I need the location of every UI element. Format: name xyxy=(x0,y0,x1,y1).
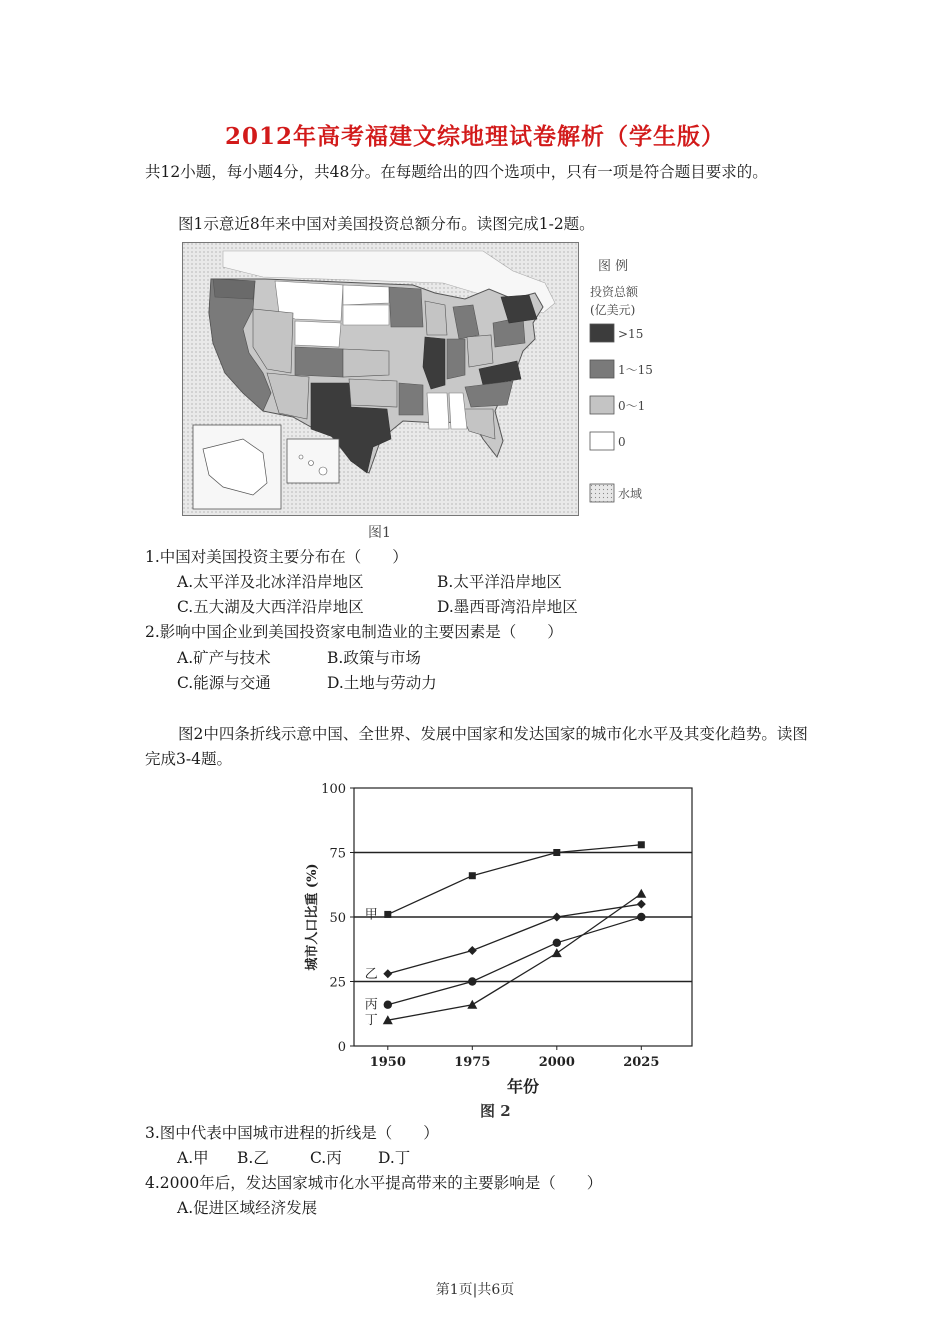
series-0-point-1950 xyxy=(384,911,391,918)
question-3-option-b[interactable]: B.乙 xyxy=(237,1149,269,1167)
legend-label-0: >15 xyxy=(618,327,644,341)
map-legend xyxy=(582,248,672,518)
question-1-option-c[interactable]: C.五大湖及大西洋沿岸地区 xyxy=(177,598,364,616)
page-footer: 第1页|共6页 xyxy=(435,1282,515,1298)
question-4-option-a[interactable]: A.促进区域经济发展 xyxy=(177,1199,318,1217)
x-tick-label-1975: 1975 xyxy=(454,1055,491,1070)
page-title: 2012年高考福建文综地理试卷解析（学生版） xyxy=(224,123,725,150)
y-tick-label-50: 50 xyxy=(329,911,346,926)
y-tick-label-75: 75 xyxy=(329,846,346,862)
series-0-point-2000 xyxy=(553,849,560,856)
series-label-2: 丙 xyxy=(364,997,378,1013)
question-2-option-b[interactable]: B.政策与市场 xyxy=(327,649,421,667)
question-2-option-a[interactable]: A.矿产与技术 xyxy=(177,649,271,667)
figure1-lead: 图1示意近8年来中国对美国投资总额分布。读图完成1-2题。 xyxy=(178,215,595,233)
x-axis-label: 年份 xyxy=(506,1077,540,1096)
legend-label-1: 1～15 xyxy=(618,363,653,377)
legend-subtitle2: (亿美元) xyxy=(590,303,636,317)
question-4-stem: 4.2000年后，发达国家城市化水平提高带来的主要影响是（ ） xyxy=(145,1174,603,1192)
figure2-lead: 图2中四条折线示意中国、全世界、发展中国家和发达国家的城市化水平及其变化趋势。读图完成3-4题。 xyxy=(145,725,808,768)
question-3-option-d[interactable]: D.丁 xyxy=(378,1149,411,1167)
x-tick-label-1950: 1950 xyxy=(369,1055,406,1070)
question-1-option-a[interactable]: A.太平洋及北冰洋沿岸地区 xyxy=(177,573,364,591)
series-label-1: 乙 xyxy=(364,966,378,982)
series-0-point-2025 xyxy=(638,841,645,848)
y-tick-label-25: 25 xyxy=(329,975,346,991)
instructions: 共12小题，每小题4分，共48分。在每题给出的四个选项中，只有一项是符合题目要求的。 xyxy=(145,163,768,181)
y-tick-label-100: 100 xyxy=(321,782,346,797)
x-tick-label-2025: 2025 xyxy=(623,1055,660,1070)
x-tick-label-2000: 2000 xyxy=(538,1055,575,1070)
series-2-point-1950 xyxy=(384,1001,392,1009)
legend-swatch-4 xyxy=(590,484,614,502)
us-investment-map-figure xyxy=(182,242,579,516)
figure1-caption: 图1 xyxy=(368,525,391,541)
legend-label-2: 0～1 xyxy=(618,399,646,413)
legend-subtitle1: 投资总额 xyxy=(590,285,639,299)
question-3-option-c[interactable]: C.丙 xyxy=(310,1149,342,1167)
legend-swatch-2 xyxy=(590,396,614,414)
figure2-caption: 图 2 xyxy=(480,1102,511,1120)
series-label-3: 丁 xyxy=(364,1013,378,1029)
series-2-point-2000 xyxy=(553,939,561,947)
legend-title: 图 例 xyxy=(598,259,629,274)
series-2-point-2025 xyxy=(637,913,645,921)
question-1-option-b[interactable]: B.太平洋沿岸地区 xyxy=(437,573,562,591)
question-2-option-d[interactable]: D.土地与劳动力 xyxy=(327,674,437,692)
us-investment-map xyxy=(183,243,578,515)
y-tick-label-0: 0 xyxy=(337,1040,346,1055)
series-0-point-1975 xyxy=(469,872,476,879)
urbanization-line-chart xyxy=(296,776,706,1098)
legend-swatch-1 xyxy=(590,360,614,378)
series-2-point-1975 xyxy=(468,977,476,985)
legend-label-4: 水域 xyxy=(618,487,643,501)
legend-swatch-0 xyxy=(590,324,614,342)
legend-swatch-3 xyxy=(590,432,614,450)
y-axis-label: 城市人口比重 (%) xyxy=(305,863,320,971)
legend-label-3: 0 xyxy=(618,435,626,449)
series-label-0: 甲 xyxy=(364,907,378,923)
question-2-stem: 2.影响中国企业到美国投资家电制造业的主要因素是（ ） xyxy=(145,623,563,641)
question-2-option-c[interactable]: C.能源与交通 xyxy=(177,674,271,692)
question-3-option-a[interactable]: A.甲 xyxy=(177,1149,209,1167)
question-1-stem: 1.中国对美国投资主要分布在（ ） xyxy=(145,548,408,566)
question-3-stem: 3.图中代表中国城市进程的折线是（ ） xyxy=(145,1124,439,1142)
question-1-option-d[interactable]: D.墨西哥湾沿岸地区 xyxy=(437,598,578,616)
